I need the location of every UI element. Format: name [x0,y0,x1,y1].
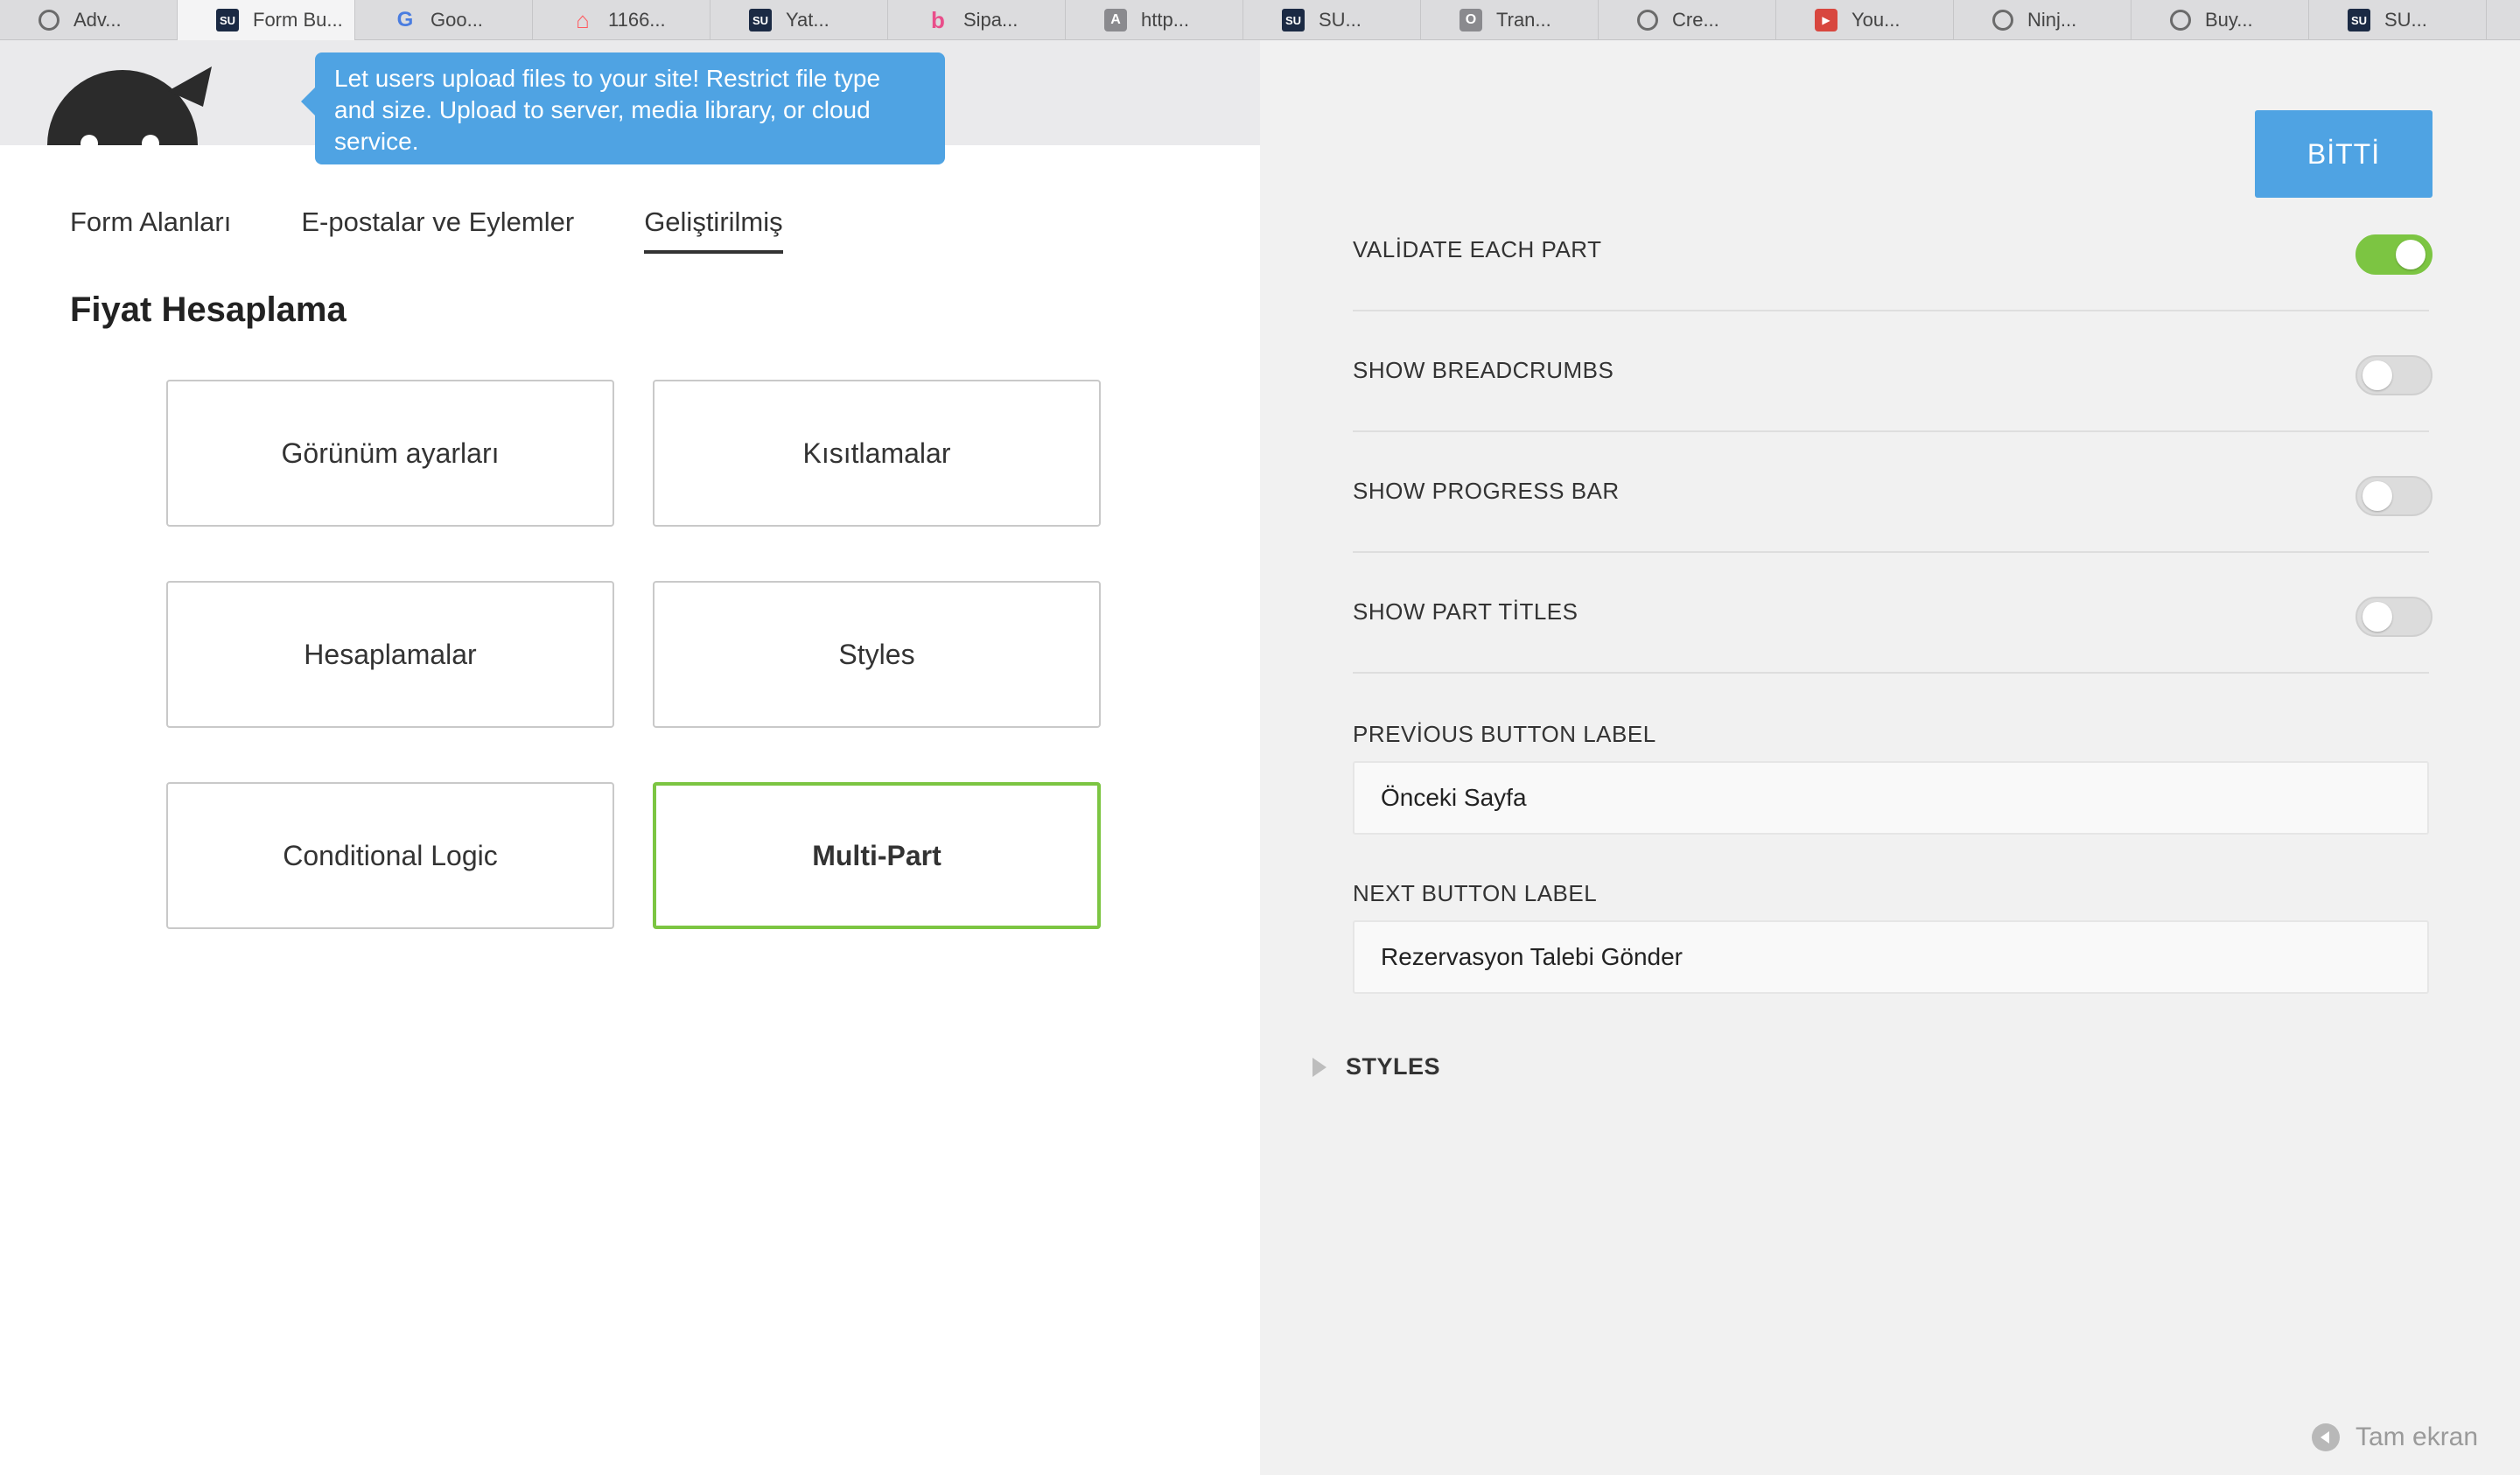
browser-tab-label: Adv... [74,9,122,31]
next-button-label-input[interactable] [1353,920,2429,994]
browser-tab-label: http... [1141,9,1190,31]
browser-tab[interactable] [355,0,533,40]
previous-button-label-heading: PREVİOUS BUTTON LABEL [1353,721,1656,747]
browser-tab-label: Form Bu... [253,9,343,31]
browser-tab-label: SU... [2384,9,2427,31]
browser-tab-strip [0,0,2520,40]
setting-label: SHOW BREADCRUMBS [1353,357,1614,383]
browser-tab-label: Sipa... [963,9,1018,31]
su-icon: SU [216,9,239,31]
tab-form-fields[interactable]: Form Alanları [70,206,232,237]
browser-tab[interactable] [2132,0,2309,40]
setting-label: SHOW PART TİTLES [1353,598,1578,625]
su-icon: SU [1282,9,1305,31]
show-part-titles-toggle[interactable] [2356,597,2432,637]
fullscreen-label: Tam ekran [2356,1423,2479,1451]
a-icon: A [1104,9,1127,31]
card-calculations[interactable]: Hesaplamalar [166,581,614,728]
tooltip-text: Let users upload files to your site! Restrict file type and size. Upload to server, media library, or cloud service. [334,65,881,155]
browser-tab-active[interactable] [178,0,355,40]
setting-show-progress-bar [1353,432,2429,553]
ring-icon [38,10,60,31]
browser-tab[interactable] [888,0,1066,40]
airbnb-icon: ⌂ [576,6,590,33]
collapse-arrow-icon [2312,1423,2340,1451]
browser-tab-label: Cre... [1672,9,1719,31]
ring-icon [2170,10,2191,31]
browser-tab[interactable] [710,0,888,40]
browser-tab-label: Goo... [430,9,483,31]
browser-tab-label: Buy... [2205,9,2253,31]
toggle-knob [2362,360,2392,390]
card-styles[interactable]: Styles [653,581,1101,728]
toggle-knob [2396,240,2426,269]
card-conditional-logic[interactable]: Conditional Logic [166,782,614,929]
setting-label: SHOW PROGRESS BAR [1353,478,1620,504]
tab-emails-actions[interactable]: E-postalar ve Eylemler [301,206,575,237]
b-icon: b [931,6,945,33]
browser-tab[interactable] [1066,0,1243,40]
browser-tab-label: 1166... [608,9,666,31]
browser-tab-label: Tran... [1496,9,1551,31]
setting-validate-each-part [1353,191,2429,311]
validate-each-part-toggle[interactable] [2356,234,2432,275]
browser-tab-label: Yat... [786,9,830,31]
card-restrictions[interactable]: Kısıtlamalar [653,380,1101,527]
youtube-icon: ▶ [1815,9,1838,31]
browser-tab[interactable] [1243,0,1421,40]
setting-show-breadcrumbs [1353,311,2429,432]
setting-show-part-titles [1353,553,2429,674]
browser-tab-label: Ninj... [2027,9,2077,31]
ring-icon [1637,10,1658,31]
card-multi-part[interactable]: Multi-Part [653,782,1101,929]
styles-section-label: STYLES [1346,1053,1441,1080]
google-translate-icon: G [396,8,414,31]
ninja-logo [37,56,212,145]
browser-tab[interactable] [1421,0,1599,40]
feature-tooltip [315,52,945,164]
browser-tab-label: SU... [1319,9,1362,31]
caret-right-icon [1312,1058,1326,1077]
browser-tab[interactable] [1954,0,2132,40]
su-icon: SU [2348,9,2370,31]
builder-tabs [70,206,783,254]
su-icon: SU [749,9,772,31]
browser-tab-label: You... [1852,9,1900,31]
styles-section-toggle[interactable] [1312,1053,1440,1080]
browser-tab[interactable] [2309,0,2487,40]
previous-button-label-input[interactable] [1353,761,2429,835]
section-title: Fiyat Hesaplama [70,290,346,329]
next-button-label-heading: NEXT BUTTON LABEL [1353,880,1598,906]
browser-tab[interactable] [1599,0,1776,40]
show-breadcrumbs-toggle[interactable] [2356,355,2432,395]
done-button[interactable]: BİTTİ [2255,110,2432,198]
show-progress-bar-toggle[interactable] [2356,476,2432,516]
toggle-knob [2362,481,2392,511]
setting-label: VALİDATE EACH PART [1353,236,1602,262]
browser-tab[interactable] [0,0,178,40]
browser-tab[interactable] [533,0,710,40]
o-icon: O [1460,9,1482,31]
toggle-knob [2362,602,2392,632]
card-display-settings[interactable]: Görünüm ayarları [166,380,614,527]
tab-advanced[interactable]: Geliştirilmiş [644,206,782,254]
ring-icon [1992,10,2013,31]
fullscreen-button[interactable] [2312,1423,2478,1452]
browser-tab[interactable] [1776,0,1954,40]
